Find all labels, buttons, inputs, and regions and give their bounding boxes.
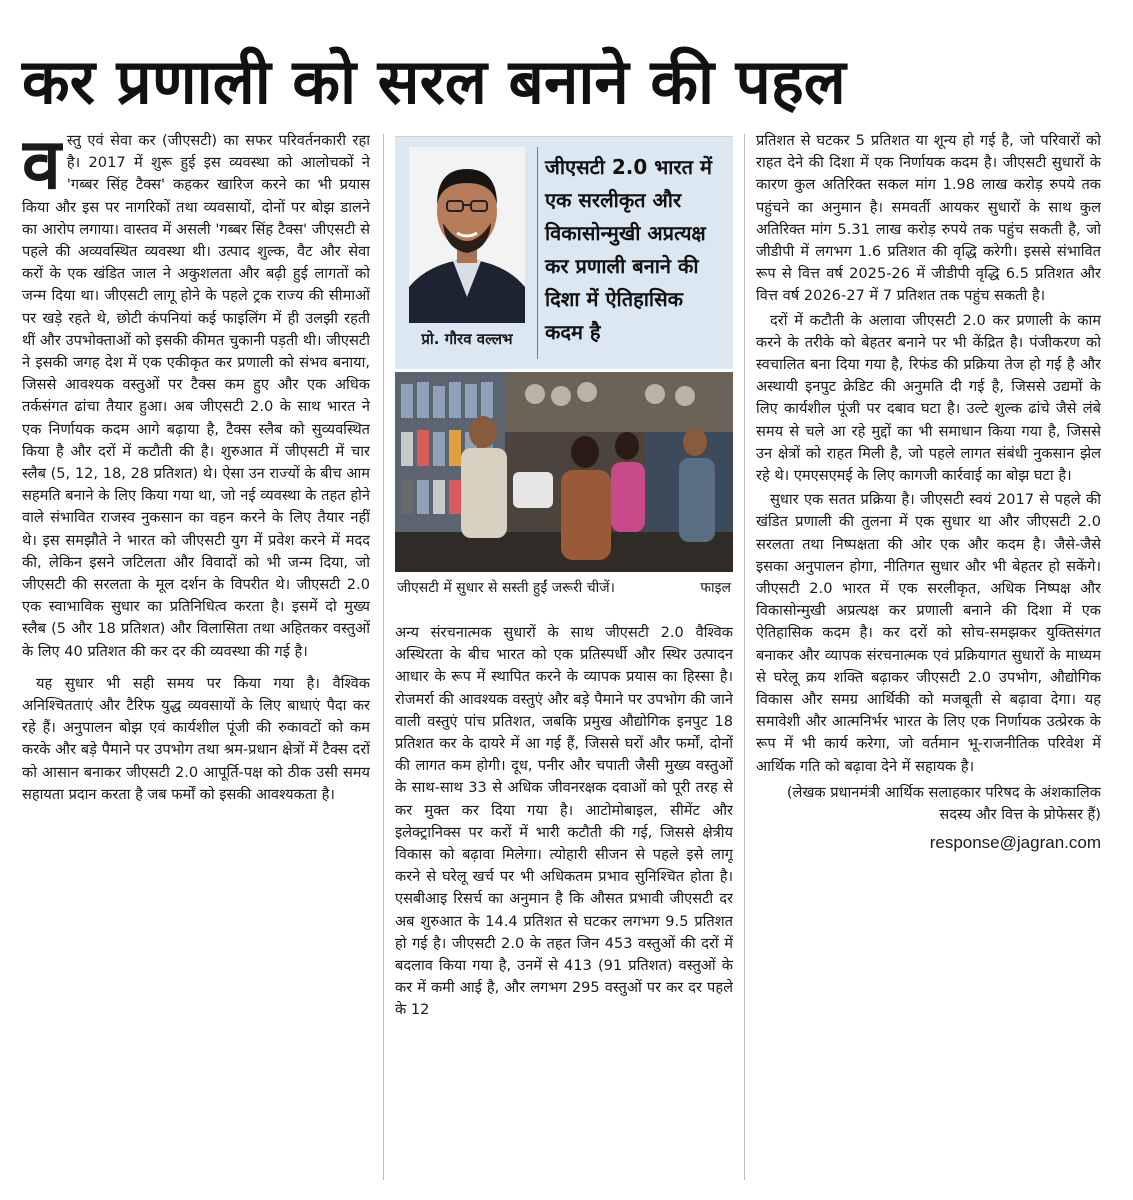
article-text: स्तु एवं सेवा कर (जीएसटी) का सफर परिवर्तनकारी रहा है। 2017 में शुरू हुई इस व्यवस्था को आलोचकों ने 'गब्बर सिंह टैक्स' कहकर खारिज करने का भी प्रयास किया और इस पर नागरिकों तथा व्यवसायों, दोनों पर बोझ डालने का आरोप लगाया। वास्तव में असली 'गब्बर सिंह टैक्स' जीएसटी से पहले की अव्यवस्थित व्यवस्था थी। उत्पाद शुल्क, वैट और सेवा करों के एक खंडित जाल ने अकुशलता और बढ़ी हुई लागतों को जन्म दिया था। जीएसटी लागू होने के पहले ट्रक राज्य की सीमाओं पर खड़े रहते थे, छोटी कंपनियां कई फाइलिंग में ही उलझी रहती थीं और उपभोक्ताओं को इसकी कीमत चुकानी पड़ती थी। जीएसटी ने इसकी जगह देश में एक एकीकृत कर प्रणाली को संभव बनाया, जिससे आवश्यक वस्तुओं पर टैक्स कम हुए और एक अधिक तर्कसंगत ढांचा तैयार हुआ। अब जीएसटी 2.0 के साथ भारत ने एक निर्णायक कदम आगे बढ़ाया है, टैक्स स्लैब को सुव्यवस्थित किया है और दरों में कटौती की है। शुरुआत में जीएसटी में चार स्लैब (5, 12, 18, 28 प्रतिशत) थे। ऐसा उन राज्यों के बीच आम सहमति बनाने के लिए किया गया था, जो नई व्यवस्था के तहत होने वाले संभावित राजस्व नुकसान का वहन करने के लिए तैयार नहीं थे। इस समझौते ने भारत को जीएसटी युग में प्रवेश करने में मदद की, लेकिन इसने जटिलता और विवादों को भी जन्म दिया, जो जीएसटी की सरलता के मूल दर्शन के विपरीत थे। जीएसटी 2.0 एक स्वाभाविक सुधार का प्रतिनिधित्व करता है। इसमें दो मुख्य स्लैब (5 और 18 प्रतिशत) और विलासिता तथा अहितकर वस्तुओं के लिए 40 प्रतिशत की कर दर की व्यवस्था की गई है। [22, 132, 370, 660]
photo-caption-text: जीएसटी में सुधार से सस्ती हुईं जरूरी चीजें। [397, 580, 615, 596]
response-email[interactable]: response@jagran.com [929, 833, 1101, 853]
pull-quote: जीएसटी 2.0 भारत में एक सरलीकृत और विकासोन्मुखी अप्रत्यक्ष कर प्रणाली बनाने की दिशा में ऐतिहासिक कदम है [545, 155, 712, 344]
article-column-3 [756, 130, 1101, 1182]
portrait-illustration [409, 147, 525, 323]
article-paragraph: अन्य संरचनात्मक सुधारों के साथ जीएसटी 2.0 वैश्विक अस्थिरता के बीच भारत को एक प्रतिस्पर्धी और स्थिर उत्पादन आधार के रूप में स्थापित करने के व्यापक प्रयास का हिस्सा है। रोजमर्रा की आवश्यक वस्तुएं और बड़े पैमाने पर उपभोग की जाने वाली वस्तुएं पांच प्रतिशत, जबकि प्रमुख औद्योगिक इनपुट 18 प्रतिशत कर के दायरे में आ गई हैं, जिससे घरों और फर्मों, दोनों की लागत कम होगी। दूध, पनीर और चपाती जैसी मुख्य वस्तुओं के साथ-साथ 33 से अधिक जीवनरक्षक दवाओं को पूरी तरह से कर मुक्त कर दिया गया है। आटोमोबाइल, सीमेंट और इलेक्ट्रानिक्स पर करों में भारी कटौती की गई, जिससे क्षेत्रीय विकास को बढ़ावा मिलेगा। त्योहारी सीजन से पहले इसे लागू करने से घरेलू खर्च पर भी अधिकतम प्रभाव सुनिश्चित होता है। एसबीआइ रिसर्च का अनुमान है कि औसत प्रभावी जीएसटी दर अब शुरुआत के 14.4 प्रतिशत से घटकर लगभग 9.5 प्रतिशत हो गई है। जीएसटी 2.0 के तहत जिन 453 वस्तुओं की दरों में बदलाव किया गया है, उनमें से 413 (91 प्रतिशत) वस्तुओं के कर में कमी आई है, और लगभग 295 वस्तुओं पर कर दर पहले के 12 [395, 624, 733, 1019]
column-divider [744, 134, 745, 1180]
photo-caption [397, 578, 731, 597]
headline: कर प्रणाली को सरल बनाने की पहल [22, 45, 846, 118]
store-photo-illustration [395, 372, 733, 572]
article-column-2 [395, 622, 733, 1182]
quote-box [395, 136, 733, 369]
photo-source: फाइल [700, 580, 731, 596]
column-divider [383, 134, 384, 1180]
author-credit: (लेखक प्रधानमंत्री आर्थिक सलाहकार परिषद के अंशकालिक सदस्य और वित्त के प्रोफेसर हैं) [786, 783, 1101, 824]
article-paragraph: प्रतिशत से घटकर 5 प्रतिशत या शून्य हो गई है, जो परिवारों को राहत देने की दिशा में एक निर्णायक कदम है। जीएसटी सुधारों के कारण कुल अतिरिक्त सकल मांग 1.98 लाख करोड़ रुपये तक पहुंचने का अनुमान है। समवर्ती आयकर सुधारों के साथ कुल अतिरिक्त मांग 5.31 लाख करोड़ रुपये तक पहुंच सकती है, जो जीडीपी में लगभग 1.6 प्रतिशत की वृद्धि करेगी। इससे संभावित रूप से वित्त वर्ष 2025-26 में जीडीपी वृद्धि 6.5 प्रतिशत और वित्त वर्ष 2026-27 में 7 प्रतिशत तक पहुंच सकती है। [756, 132, 1101, 305]
article-paragraph [22, 130, 370, 663]
author-portrait [409, 147, 525, 323]
author-name: प्रो. गौरव वल्लभ [421, 330, 513, 348]
article-paragraph: यह सुधार भी सही समय पर किया गया है। वैश्विक अनिश्चितताएं और टैरिफ युद्ध व्यवसायों के लिए बाधाएं पैदा कर रहे हैं। अनुपालन बोझ एवं कार्यशील पूंजी की रुकावटों को कम करके और बड़े पैमाने पर उपभोग तथा श्रम-प्रधान क्षेत्रों में टैक्स दरों को आसान बनाकर जीएसटी 2.0 आपूर्ति-पक्ष को ठीक उसी समय सहायता प्रदान करता है जब फर्मों को इसकी आवश्यकता है। [22, 674, 370, 803]
dropcap: व [22, 130, 61, 205]
article-paragraph: दरों में कटौती के अलावा जीएसटी 2.0 कर प्रणाली के काम करने के तरीके को बेहतर बनाने पर भी केंद्रित है। पंजीकरण को स्वचालित बना दिया गया है, रिफंड की प्रक्रिया तेज हो गई है और अस्थायी इनपुट क्रेडिट की अनुमति दी गई है, जिससे उद्यमों के लिए कार्यशील पूंजी पर दबाव घटा है। उल्टे शुल्क ढांचे जैसे लंबे समय से चले आ रहे मुद्दों का भी समाधान किया गया है, जिससे उन क्षेत्रों को राहत मिली है, जो पहले लागत संबंधी नुकसान झेल रहे थे। एमएसएमई के लिए कागजी कार्रवाई का बोझ घटा है। [756, 311, 1101, 485]
article-paragraph: सुधार एक सतत प्रक्रिया है। जीएसटी स्वयं 2017 से पहले की खंडित प्रणाली की तुलना में एक सुधार था और जीएसटी 2.0 सरलता तथा निष्पक्षता की ओर एक और कदम है। जैसे-जैसे इसका अनुपालन होगा, नीतिगत सुधार और भी बेहतर हो सकेंगे। जीएसटी 2.0 भारत में एक सरलीकृत, अधिक निष्पक्ष और विकासोन्मुखी अप्रत्यक्ष कर प्रणाली बनाने की दिशा में एक ऐतिहासिक कदम है। कर दरों को सोच-समझकर युक्तिसंगत बनाकर और व्यापक संरचनात्मक एवं प्रक्रियागत सुधारों के माध्यम से घरेलू क्रय शक्ति बढ़ाकर जीएसटी 2.0 उपभोग, औद्योगिक विकास और समग्र आर्थिकी को मजबूती से बढ़ावा देगा। यह समावेशी और आत्मनिर्भर भारत के लिए एक निर्णायक उत्प्रेरक के रूप में भी कार्य करेगा, जो वर्तमान भू-राजनीतिक परिवेश में आर्थिक गति को बढ़ावा देने में सहायक है। [756, 491, 1101, 775]
quote-divider [537, 147, 538, 359]
article-column-1 [22, 130, 370, 1178]
store-photo [395, 372, 733, 572]
